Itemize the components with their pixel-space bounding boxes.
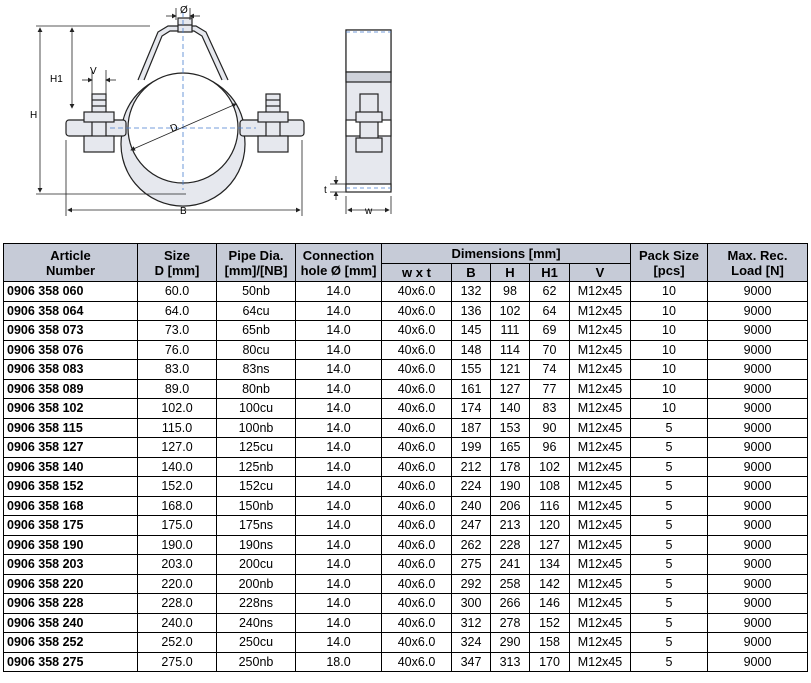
cell-pack-size: 10 bbox=[631, 301, 708, 321]
label-b: B bbox=[180, 206, 187, 217]
cell-wxt: 40x6.0 bbox=[382, 379, 452, 399]
cell-pack-size: 5 bbox=[631, 613, 708, 633]
cell-v: M12x45 bbox=[570, 574, 631, 594]
cell-h: 165 bbox=[491, 438, 530, 458]
cell-size: 175.0 bbox=[138, 516, 217, 536]
cell-size: 220.0 bbox=[138, 574, 217, 594]
cell-h1: 62 bbox=[530, 282, 570, 302]
cell-pipe-dia: 240ns bbox=[217, 613, 296, 633]
cell-max-load: 9000 bbox=[708, 379, 808, 399]
cell-v: M12x45 bbox=[570, 301, 631, 321]
cell-h1: 102 bbox=[530, 457, 570, 477]
cell-b: 199 bbox=[452, 438, 491, 458]
cell-wxt: 40x6.0 bbox=[382, 282, 452, 302]
cell-max-load: 9000 bbox=[708, 282, 808, 302]
cell-pack-size: 5 bbox=[631, 594, 708, 614]
cell-wxt: 40x6.0 bbox=[382, 652, 452, 672]
cell-b: 224 bbox=[452, 477, 491, 497]
cell-b: 155 bbox=[452, 360, 491, 380]
cell-connection: 14.0 bbox=[296, 321, 382, 341]
cell-max-load: 9000 bbox=[708, 438, 808, 458]
table-row bbox=[4, 555, 808, 575]
header-size: Size D [mm] bbox=[138, 244, 217, 282]
cell-pipe-dia: 125nb bbox=[217, 457, 296, 477]
cell-h1: 77 bbox=[530, 379, 570, 399]
table-row bbox=[4, 379, 808, 399]
cell-pipe-dia: 175ns bbox=[217, 516, 296, 536]
front-view bbox=[66, 12, 304, 206]
cell-b: 136 bbox=[452, 301, 491, 321]
cell-h: 206 bbox=[491, 496, 530, 516]
cell-size: 83.0 bbox=[138, 360, 217, 380]
table-row bbox=[4, 360, 808, 380]
cell-connection: 14.0 bbox=[296, 282, 382, 302]
table-row bbox=[4, 516, 808, 536]
cell-h: 278 bbox=[491, 613, 530, 633]
cell-b: 312 bbox=[452, 613, 491, 633]
cell-h1: 83 bbox=[530, 399, 570, 419]
cell-h: 102 bbox=[491, 301, 530, 321]
cell-h: 258 bbox=[491, 574, 530, 594]
cell-pack-size: 5 bbox=[631, 457, 708, 477]
label-w: w bbox=[365, 206, 373, 217]
label-diameter: Ø bbox=[180, 5, 188, 16]
cell-max-load: 9000 bbox=[708, 340, 808, 360]
cell-v: M12x45 bbox=[570, 360, 631, 380]
cell-b: 212 bbox=[452, 457, 491, 477]
cell-article: 0906 358 140 bbox=[4, 457, 138, 477]
label-v: V bbox=[90, 66, 97, 77]
cell-article: 0906 358 168 bbox=[4, 496, 138, 516]
cell-v: M12x45 bbox=[570, 379, 631, 399]
cell-h1: 64 bbox=[530, 301, 570, 321]
cell-wxt: 40x6.0 bbox=[382, 399, 452, 419]
cell-b: 174 bbox=[452, 399, 491, 419]
cell-wxt: 40x6.0 bbox=[382, 613, 452, 633]
cell-h1: 146 bbox=[530, 594, 570, 614]
cell-h1: 170 bbox=[530, 652, 570, 672]
cell-b: 148 bbox=[452, 340, 491, 360]
cell-article: 0906 358 102 bbox=[4, 399, 138, 419]
cell-v: M12x45 bbox=[570, 282, 631, 302]
cell-article: 0906 358 175 bbox=[4, 516, 138, 536]
cell-max-load: 9000 bbox=[708, 360, 808, 380]
cell-v: M12x45 bbox=[570, 477, 631, 497]
cell-article: 0906 358 060 bbox=[4, 282, 138, 302]
cell-size: 275.0 bbox=[138, 652, 217, 672]
cell-v: M12x45 bbox=[570, 652, 631, 672]
cell-pipe-dia: 228ns bbox=[217, 594, 296, 614]
cell-article: 0906 358 083 bbox=[4, 360, 138, 380]
cell-pack-size: 5 bbox=[631, 418, 708, 438]
cell-size: 190.0 bbox=[138, 535, 217, 555]
table-row bbox=[4, 399, 808, 419]
cell-wxt: 40x6.0 bbox=[382, 438, 452, 458]
cell-h: 178 bbox=[491, 457, 530, 477]
cell-connection: 14.0 bbox=[296, 360, 382, 380]
cell-v: M12x45 bbox=[570, 418, 631, 438]
cell-pack-size: 5 bbox=[631, 633, 708, 653]
table-row bbox=[4, 652, 808, 672]
cell-h: 140 bbox=[491, 399, 530, 419]
cell-wxt: 40x6.0 bbox=[382, 633, 452, 653]
cell-b: 247 bbox=[452, 516, 491, 536]
table-row bbox=[4, 594, 808, 614]
cell-b: 145 bbox=[452, 321, 491, 341]
cell-connection: 14.0 bbox=[296, 340, 382, 360]
table-row bbox=[4, 340, 808, 360]
cell-connection: 14.0 bbox=[296, 477, 382, 497]
cell-article: 0906 358 152 bbox=[4, 477, 138, 497]
label-h: H bbox=[30, 110, 38, 121]
cell-size: 102.0 bbox=[138, 399, 217, 419]
cell-pack-size: 10 bbox=[631, 360, 708, 380]
cell-wxt: 40x6.0 bbox=[382, 477, 452, 497]
side-view bbox=[346, 30, 391, 192]
cell-h1: 142 bbox=[530, 574, 570, 594]
cell-connection: 14.0 bbox=[296, 613, 382, 633]
cell-connection: 14.0 bbox=[296, 457, 382, 477]
cell-max-load: 9000 bbox=[708, 633, 808, 653]
cell-h1: 108 bbox=[530, 477, 570, 497]
label-h1: H1 bbox=[50, 74, 63, 85]
cell-max-load: 9000 bbox=[708, 613, 808, 633]
cell-wxt: 40x6.0 bbox=[382, 535, 452, 555]
cell-h: 114 bbox=[491, 340, 530, 360]
cell-pipe-dia: 125cu bbox=[217, 438, 296, 458]
cell-wxt: 40x6.0 bbox=[382, 496, 452, 516]
cell-size: 152.0 bbox=[138, 477, 217, 497]
cell-max-load: 9000 bbox=[708, 652, 808, 672]
cell-connection: 14.0 bbox=[296, 496, 382, 516]
cell-h1: 96 bbox=[530, 438, 570, 458]
cell-v: M12x45 bbox=[570, 613, 631, 633]
cell-article: 0906 358 240 bbox=[4, 613, 138, 633]
header-pack-size: Pack Size [pcs] bbox=[631, 244, 708, 282]
cell-b: 240 bbox=[452, 496, 491, 516]
cell-pack-size: 5 bbox=[631, 496, 708, 516]
cell-b: 347 bbox=[452, 652, 491, 672]
cell-max-load: 9000 bbox=[708, 321, 808, 341]
cell-pack-size: 5 bbox=[631, 438, 708, 458]
cell-pipe-dia: 83ns bbox=[217, 360, 296, 380]
cell-connection: 14.0 bbox=[296, 633, 382, 653]
cell-pack-size: 10 bbox=[631, 399, 708, 419]
cell-pipe-dia: 200nb bbox=[217, 574, 296, 594]
header-h: H bbox=[491, 264, 530, 282]
specification-table bbox=[3, 243, 808, 672]
cell-h: 121 bbox=[491, 360, 530, 380]
cell-b: 292 bbox=[452, 574, 491, 594]
cell-pipe-dia: 100cu bbox=[217, 399, 296, 419]
cell-b: 324 bbox=[452, 633, 491, 653]
cell-pipe-dia: 50nb bbox=[217, 282, 296, 302]
cell-pipe-dia: 152cu bbox=[217, 477, 296, 497]
cell-size: 76.0 bbox=[138, 340, 217, 360]
cell-pipe-dia: 150nb bbox=[217, 496, 296, 516]
cell-wxt: 40x6.0 bbox=[382, 555, 452, 575]
cell-h: 213 bbox=[491, 516, 530, 536]
cell-pipe-dia: 250cu bbox=[217, 633, 296, 653]
cell-h: 228 bbox=[491, 535, 530, 555]
table-row bbox=[4, 457, 808, 477]
cell-pipe-dia: 64cu bbox=[217, 301, 296, 321]
cell-v: M12x45 bbox=[570, 516, 631, 536]
cell-b: 132 bbox=[452, 282, 491, 302]
cell-v: M12x45 bbox=[570, 555, 631, 575]
header-h1: H1 bbox=[530, 264, 570, 282]
cell-h1: 120 bbox=[530, 516, 570, 536]
cell-size: 127.0 bbox=[138, 438, 217, 458]
header-dimensions: Dimensions [mm] bbox=[382, 244, 631, 264]
cell-pipe-dia: 80cu bbox=[217, 340, 296, 360]
cell-pack-size: 5 bbox=[631, 574, 708, 594]
label-t: t bbox=[324, 185, 327, 196]
cell-h: 290 bbox=[491, 633, 530, 653]
cell-wxt: 40x6.0 bbox=[382, 340, 452, 360]
cell-size: 252.0 bbox=[138, 633, 217, 653]
cell-v: M12x45 bbox=[570, 594, 631, 614]
cell-b: 300 bbox=[452, 594, 491, 614]
cell-wxt: 40x6.0 bbox=[382, 457, 452, 477]
cell-size: 73.0 bbox=[138, 321, 217, 341]
cell-h1: 74 bbox=[530, 360, 570, 380]
cell-pack-size: 5 bbox=[631, 652, 708, 672]
cell-article: 0906 358 076 bbox=[4, 340, 138, 360]
cell-h1: 152 bbox=[530, 613, 570, 633]
cell-h: 98 bbox=[491, 282, 530, 302]
cell-v: M12x45 bbox=[570, 438, 631, 458]
cell-connection: 14.0 bbox=[296, 574, 382, 594]
cell-size: 115.0 bbox=[138, 418, 217, 438]
cell-pipe-dia: 80nb bbox=[217, 379, 296, 399]
cell-connection: 14.0 bbox=[296, 594, 382, 614]
cell-article: 0906 358 073 bbox=[4, 321, 138, 341]
cell-max-load: 9000 bbox=[708, 555, 808, 575]
table-row bbox=[4, 535, 808, 555]
table-row bbox=[4, 477, 808, 497]
cell-connection: 14.0 bbox=[296, 535, 382, 555]
cell-b: 187 bbox=[452, 418, 491, 438]
cell-pipe-dia: 65nb bbox=[217, 321, 296, 341]
cell-pack-size: 10 bbox=[631, 340, 708, 360]
cell-h: 127 bbox=[491, 379, 530, 399]
cell-wxt: 40x6.0 bbox=[382, 360, 452, 380]
cell-pack-size: 5 bbox=[631, 516, 708, 536]
cell-pack-size: 5 bbox=[631, 477, 708, 497]
cell-connection: 14.0 bbox=[296, 379, 382, 399]
cell-b: 161 bbox=[452, 379, 491, 399]
cell-max-load: 9000 bbox=[708, 535, 808, 555]
cell-wxt: 40x6.0 bbox=[382, 301, 452, 321]
cell-connection: 14.0 bbox=[296, 438, 382, 458]
cell-max-load: 9000 bbox=[708, 516, 808, 536]
cell-h1: 116 bbox=[530, 496, 570, 516]
cell-h1: 90 bbox=[530, 418, 570, 438]
cell-v: M12x45 bbox=[570, 399, 631, 419]
cell-max-load: 9000 bbox=[708, 496, 808, 516]
table-row bbox=[4, 321, 808, 341]
cell-pack-size: 10 bbox=[631, 379, 708, 399]
header-wxt: w x t bbox=[382, 264, 452, 282]
cell-v: M12x45 bbox=[570, 340, 631, 360]
cell-h: 190 bbox=[491, 477, 530, 497]
cell-b: 262 bbox=[452, 535, 491, 555]
table-row bbox=[4, 301, 808, 321]
cell-h1: 70 bbox=[530, 340, 570, 360]
cell-article: 0906 358 203 bbox=[4, 555, 138, 575]
cell-article: 0906 358 190 bbox=[4, 535, 138, 555]
cell-pipe-dia: 100nb bbox=[217, 418, 296, 438]
table-row bbox=[4, 438, 808, 458]
cell-max-load: 9000 bbox=[708, 594, 808, 614]
cell-pipe-dia: 190ns bbox=[217, 535, 296, 555]
cell-size: 140.0 bbox=[138, 457, 217, 477]
cell-pack-size: 5 bbox=[631, 535, 708, 555]
cell-max-load: 9000 bbox=[708, 477, 808, 497]
cell-pack-size: 5 bbox=[631, 555, 708, 575]
cell-connection: 14.0 bbox=[296, 399, 382, 419]
cell-article: 0906 358 089 bbox=[4, 379, 138, 399]
label-d: D bbox=[168, 121, 180, 135]
cell-wxt: 40x6.0 bbox=[382, 321, 452, 341]
cell-v: M12x45 bbox=[570, 457, 631, 477]
cell-h1: 69 bbox=[530, 321, 570, 341]
header-article: Article Number bbox=[4, 244, 138, 282]
cell-max-load: 9000 bbox=[708, 574, 808, 594]
cell-connection: 18.0 bbox=[296, 652, 382, 672]
cell-v: M12x45 bbox=[570, 321, 631, 341]
cell-connection: 14.0 bbox=[296, 516, 382, 536]
cell-h1: 158 bbox=[530, 633, 570, 653]
header-v: V bbox=[570, 264, 631, 282]
table-row bbox=[4, 282, 808, 302]
cell-size: 60.0 bbox=[138, 282, 217, 302]
cell-article: 0906 358 252 bbox=[4, 633, 138, 653]
header-pipe-dia: Pipe Dia. [mm]/[NB] bbox=[217, 244, 296, 282]
cell-pipe-dia: 200cu bbox=[217, 555, 296, 575]
cell-h: 241 bbox=[491, 555, 530, 575]
table-row bbox=[4, 418, 808, 438]
technical-drawing bbox=[0, 0, 811, 240]
header-b: B bbox=[452, 264, 491, 282]
cell-size: 89.0 bbox=[138, 379, 217, 399]
cell-h: 266 bbox=[491, 594, 530, 614]
cell-v: M12x45 bbox=[570, 633, 631, 653]
cell-v: M12x45 bbox=[570, 496, 631, 516]
cell-article: 0906 358 275 bbox=[4, 652, 138, 672]
cell-wxt: 40x6.0 bbox=[382, 594, 452, 614]
cell-article: 0906 358 220 bbox=[4, 574, 138, 594]
cell-pipe-dia: 250nb bbox=[217, 652, 296, 672]
cell-wxt: 40x6.0 bbox=[382, 574, 452, 594]
cell-connection: 14.0 bbox=[296, 555, 382, 575]
cell-pack-size: 10 bbox=[631, 321, 708, 341]
cell-v: M12x45 bbox=[570, 535, 631, 555]
table-row bbox=[4, 574, 808, 594]
cell-b: 275 bbox=[452, 555, 491, 575]
header-max-load: Max. Rec. Load [N] bbox=[708, 244, 808, 282]
cell-h: 153 bbox=[491, 418, 530, 438]
cell-h: 111 bbox=[491, 321, 530, 341]
cell-article: 0906 358 228 bbox=[4, 594, 138, 614]
cell-connection: 14.0 bbox=[296, 301, 382, 321]
cell-size: 228.0 bbox=[138, 594, 217, 614]
cell-size: 168.0 bbox=[138, 496, 217, 516]
cell-wxt: 40x6.0 bbox=[382, 516, 452, 536]
cell-h1: 134 bbox=[530, 555, 570, 575]
cell-size: 203.0 bbox=[138, 555, 217, 575]
cell-max-load: 9000 bbox=[708, 457, 808, 477]
cell-max-load: 9000 bbox=[708, 418, 808, 438]
cell-size: 240.0 bbox=[138, 613, 217, 633]
table-row bbox=[4, 496, 808, 516]
cell-h1: 127 bbox=[530, 535, 570, 555]
table-row bbox=[4, 613, 808, 633]
cell-wxt: 40x6.0 bbox=[382, 418, 452, 438]
table-body bbox=[4, 282, 808, 672]
cell-max-load: 9000 bbox=[708, 301, 808, 321]
cell-size: 64.0 bbox=[138, 301, 217, 321]
table-row bbox=[4, 633, 808, 653]
cell-connection: 14.0 bbox=[296, 418, 382, 438]
cell-article: 0906 358 127 bbox=[4, 438, 138, 458]
cell-max-load: 9000 bbox=[708, 399, 808, 419]
cell-article: 0906 358 064 bbox=[4, 301, 138, 321]
cell-pack-size: 10 bbox=[631, 282, 708, 302]
cell-h: 313 bbox=[491, 652, 530, 672]
header-connection: Connection hole Ø [mm] bbox=[296, 244, 382, 282]
cell-article: 0906 358 115 bbox=[4, 418, 138, 438]
